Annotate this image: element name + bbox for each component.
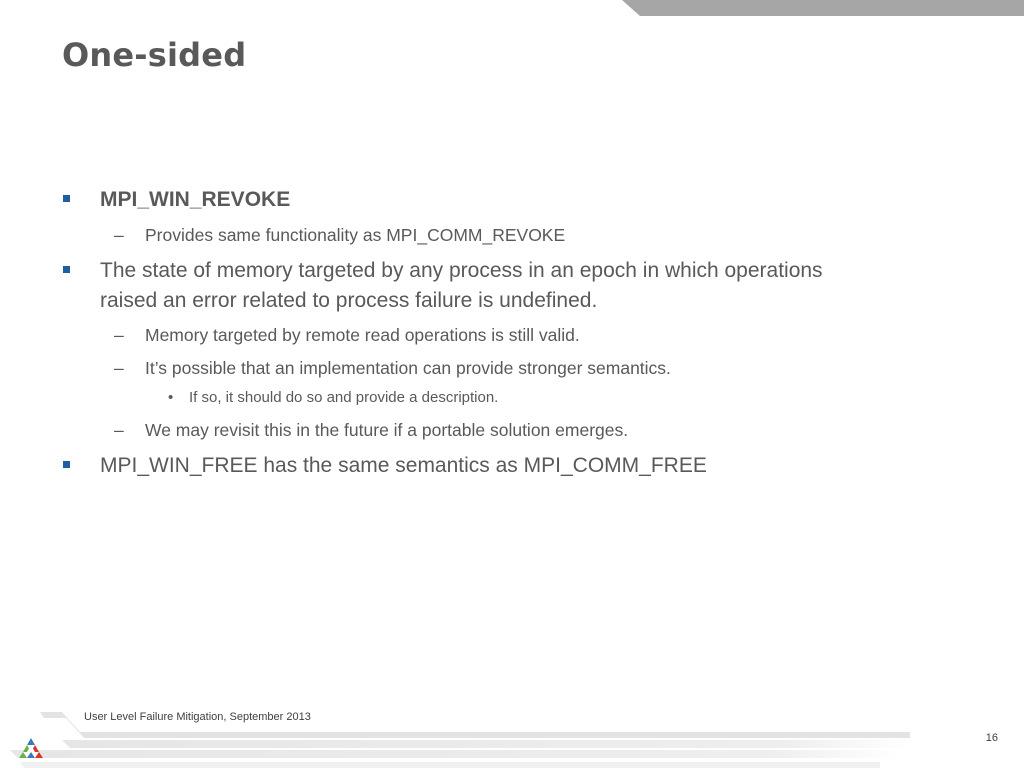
dot-bullet-icon: • xyxy=(168,389,174,406)
sub-bullet-revisit-future: We may revisit this in the future if a portable solution emerges. xyxy=(145,420,629,440)
sub-bullet-stronger-semantics: It’s possible that an implementation can provide stronger semantics. xyxy=(145,358,671,378)
dash-bullet-icon: – xyxy=(114,358,124,378)
page-number: 16 xyxy=(985,732,998,744)
slide-title: One-sided xyxy=(62,36,247,74)
square-bullet-icon xyxy=(63,195,70,202)
dash-bullet-icon: – xyxy=(114,325,124,345)
sub-bullet-remote-read: Memory targeted by remote read operations is still valid. xyxy=(145,325,580,345)
sub-sub-bullet-description: If so, it should do so and provide a description. xyxy=(189,389,499,406)
argonne-triangle-logo-icon xyxy=(19,737,43,759)
bullet-mpi-win-revoke: MPI_WIN_REVOKE xyxy=(100,188,291,211)
dash-bullet-icon: – xyxy=(114,225,124,245)
sub-bullet-revoke-functionality: Provides same functionality as MPI_COMM_REVOKE xyxy=(145,225,566,245)
bullet-mpi-win-free: MPI_WIN_FREE has the same semantics as MPI_COMM_FREE xyxy=(100,454,707,477)
footer-text: User Level Failure Mitigation, September 2013 xyxy=(84,711,311,723)
bullet-memory-state-line2: raised an error related to process failure is undefined. xyxy=(100,289,598,312)
square-bullet-icon xyxy=(63,461,70,468)
bullet-memory-state-line1: The state of memory targeted by any process in an epoch in which operations xyxy=(100,259,823,282)
square-bullet-icon xyxy=(63,266,70,273)
top-decorative-bar xyxy=(0,0,1024,16)
dash-bullet-icon: – xyxy=(114,420,124,440)
